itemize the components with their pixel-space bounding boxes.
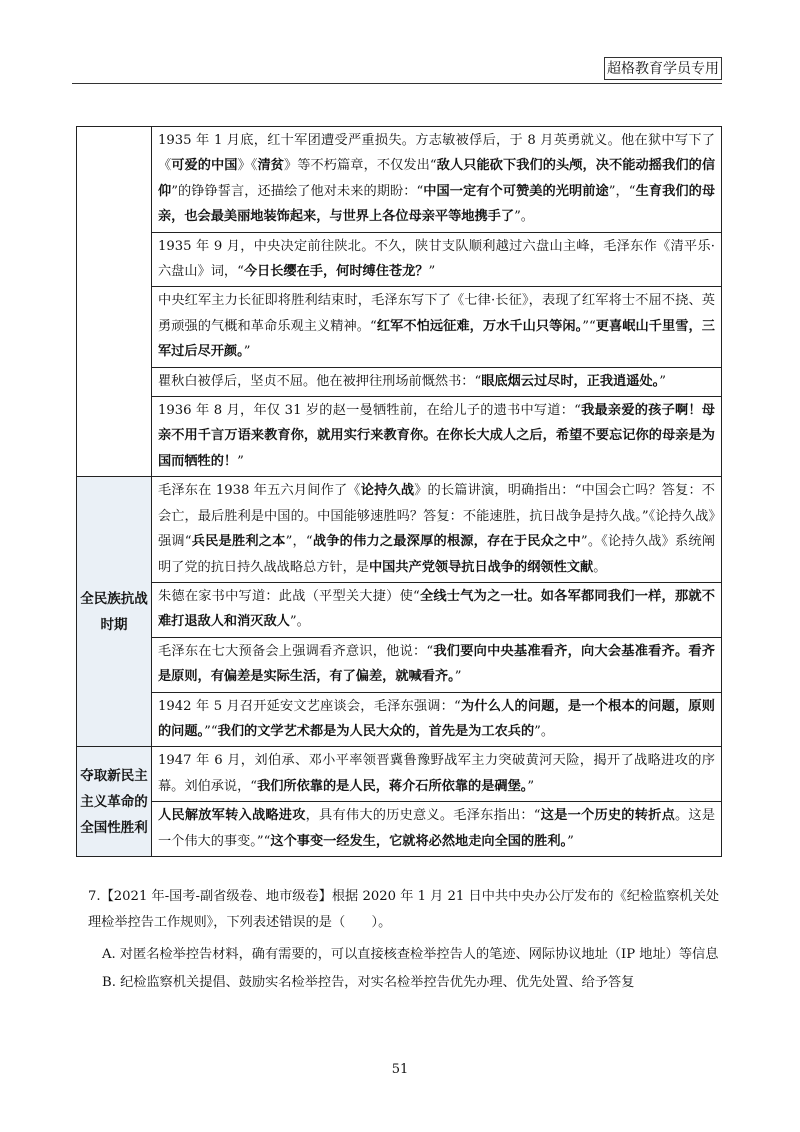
content-cell (152, 637, 722, 692)
text: ” (237, 453, 244, 469)
text: ”。 (514, 209, 534, 225)
bold-text: 论持久战 (360, 483, 415, 499)
bold-text: 中国一定有个可赞美的光明前途 (423, 183, 609, 199)
bold-text: 中国共产党领导抗日战争的纲领性文献 (369, 559, 594, 575)
watermark-tag: 超格教育学员专用 (604, 57, 722, 80)
table-row (77, 477, 722, 583)
text: 1935 年 9 月，中央决定前往陕北。不久，陕甘支队顺利越过六盘山主峰，毛泽东作《清平乐·六盘山》词，“ (158, 238, 715, 280)
phase-cell: 夺取新民主主义革命的全国性胜利 (77, 747, 152, 857)
text: ”，“ (608, 183, 636, 199)
text: 。 (593, 559, 607, 575)
text: ”，“ (285, 534, 313, 550)
bold-text: 敌人只能砍下我们的头颅，决不能动摇我们的信仰 (158, 158, 716, 199)
text: ”“ (582, 318, 596, 334)
bold-text: 我最亲爱的孩子啊！母亲不用千言万语来教育你，就用实行来教育你。在你长大成人之后，希望不要忘记你的母亲是为国而牺牲的！ (158, 403, 715, 469)
table-row (77, 127, 722, 233)
text: 1935 年 1 月底，红十军团遭受严重损失。方志敏被俘后，于 8 月英勇就义。他在狱中写下了《 (158, 133, 715, 174)
content-cell (152, 802, 722, 857)
text: ” (527, 778, 535, 794)
bold-text: 这是一个历史的转折点 (540, 808, 675, 824)
option-b: B. 纪检监察机关提倡、鼓励实名检举控告，对实名检举控告优先办理、优先处置、给予答复 (102, 975, 635, 990)
table-row (77, 232, 722, 287)
text: 1942 年 5 月召开延安文艺座谈会，毛泽东强调：“ (158, 698, 461, 714)
text: ” (243, 344, 251, 360)
content-cell (152, 367, 722, 396)
bold-text: 为什么人的问题，是一个根本的问题，原则的问题。 (158, 698, 715, 739)
text: 》等不朽篇章，不仅发出“ (284, 158, 437, 174)
text: 朱德在家书中写道：此战（平型关大捷）使“ (158, 588, 420, 604)
content-cell (152, 692, 722, 747)
bold-text: 兵民是胜利之本 (191, 534, 286, 550)
bold-text: 可爱的中国 (171, 158, 238, 174)
bold-text: 清贫 (257, 158, 285, 174)
content-cell (152, 232, 722, 287)
text: ” (454, 669, 462, 685)
text: 瞿秋白被俘后，坚贞不屈。他在被押往刑场前慨然书：“ (158, 373, 482, 389)
text: ，具有伟大的历史意义。毛泽东指出：“ (305, 808, 541, 824)
bold-text: 更喜岷山千里雪，三军过后尽开颜。 (158, 318, 715, 360)
page-number: 51 (391, 1062, 409, 1077)
option-a: A. 对匿名检举控告材料，确有需要的，可以直接核查检举控告人的笔迹、网际协议地址（IP 地址）等信息 (102, 947, 719, 962)
text: 1947 年 6 月，刘伯承、邓小平率领晋冀鲁豫野战军主力突破黄河天险，揭开了战略进攻的序幕。刘伯承说，“ (158, 753, 715, 794)
content-cell (152, 582, 722, 637)
bold-text: 全线士气为之一壮。如各军都同我们一样，那就不难打退敌人和消灭敌人 (158, 588, 715, 630)
bold-text: 我们的文学艺术都是为人民大众的，首先是为工农兵的 (217, 723, 535, 739)
text: ”。《论持久战》系统阐明了党的抗日持久战战略总方针，是 (158, 534, 716, 575)
text: ”的铮铮誓言，还描绘了他对未来的期盼：“ (171, 183, 424, 199)
content-cell (152, 397, 722, 477)
content-cell (152, 747, 722, 802)
table-row (77, 637, 722, 692)
phase-cell: 全民族抗战时期 (77, 477, 152, 747)
bold-text: 红军不怕远征难，万水千山只等闲。 (376, 318, 583, 334)
bold-text: 我们要向中央基准看齐，向大会基准看齐。看齐是原则，有偏差是实际生活，有了偏差，就喊看齐。 (158, 643, 715, 685)
text: 》的长篇讲演，明确指出：“中国会亡吗？答复：不会亡，最后胜利是中国的。中国能够速胜吗？答复：不能速胜，抗日战争是持久战。”《论持久战》强调“ (158, 483, 715, 550)
text: 。这是一个伟大的事变。”“ (158, 808, 716, 849)
phase-cell (77, 127, 152, 477)
bold-text: 这个事变一经发生，它就将必然地走向全国的胜利。 (270, 833, 568, 849)
text: 》《 (237, 158, 258, 174)
text: 毛泽东在 1938 年五六月间作了《 (158, 483, 361, 499)
table-row (77, 287, 722, 367)
bold-text: 战争的伟力之最深厚的根源，存在于民众之中 (312, 534, 581, 550)
table-row (77, 367, 722, 396)
table-row (77, 802, 722, 857)
bold-text: 我们所依靠的是人民，蒋介石所依靠的是碉堡。 (257, 778, 528, 794)
bold-text: 人民解放军转入战略进攻 (158, 808, 306, 824)
text: ”。 (534, 723, 555, 739)
text: ” (428, 264, 436, 280)
content-cell (152, 127, 722, 233)
table-row (77, 582, 722, 637)
content-cell (152, 287, 722, 367)
text: ”。 (289, 614, 310, 630)
text: 毛泽东在七大预备会上强调看齐意识，他说：“ (158, 643, 434, 659)
history-table (76, 126, 722, 857)
bold-text: 生育我们的母亲，也会最美丽地装饰起来，与世界上各位母亲平等地携手了 (158, 183, 716, 225)
table-row (77, 397, 722, 477)
bold-text: 眼底烟云过尽时，正我逍遥处。 (481, 373, 660, 389)
text: ”“ (204, 723, 218, 739)
table-row (77, 747, 722, 802)
text: 1936 年 8 月，年仅 31 岁的赵一曼牺牲前，在给儿子的遗书中写道：“ (158, 403, 581, 419)
header-rule (72, 83, 722, 84)
text: ” (659, 373, 667, 389)
bold-text: 今日长缨在手，何时缚住苍龙？ (243, 264, 429, 280)
text: 中央红军主力长征即将胜利结束时，毛泽东写下了《七律·长征》，表现了红军将士不屈不挠、英勇顽强的气概和革命乐观主义精神。“ (158, 293, 715, 334)
question-stem: 7.【2021 年-国考-副省级卷、地市级卷】根据 2020 年 1 月 21 日中共中央办公厅发布的《纪检监察机关处理检举控告工作规则》，下列表述错误的是（ ）。 (88, 889, 720, 930)
table-row (77, 692, 722, 747)
text: ” (567, 833, 574, 849)
content-cell (152, 477, 722, 583)
